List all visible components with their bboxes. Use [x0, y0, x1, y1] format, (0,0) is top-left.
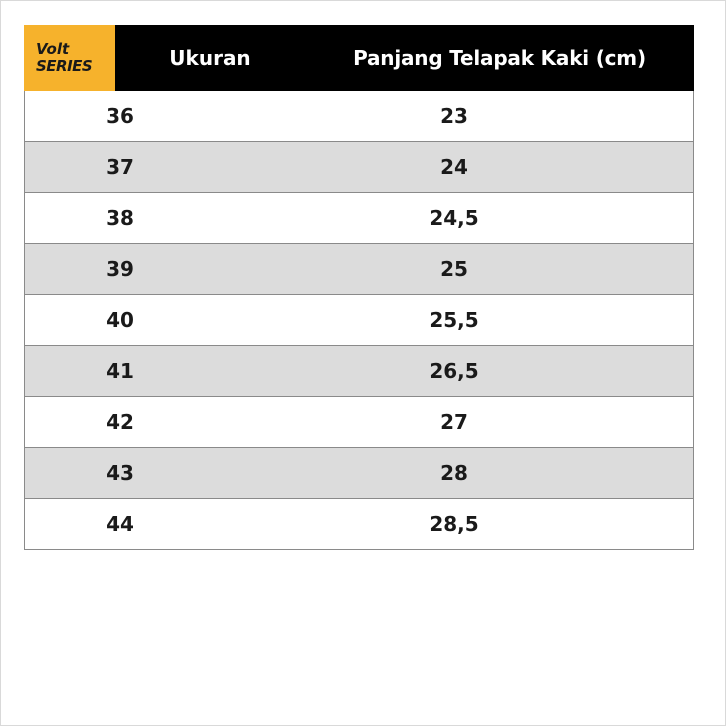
- brand-series: SERIES: [36, 57, 93, 75]
- header-size: Ukuran: [169, 46, 251, 70]
- length-cell: 23: [440, 104, 468, 128]
- table-row: [25, 243, 693, 294]
- size-cell: 39: [106, 257, 134, 281]
- table-row: [25, 192, 693, 243]
- length-cell: 25: [440, 257, 468, 281]
- table-row: [25, 345, 693, 396]
- size-chart-table: [24, 25, 694, 550]
- length-cell: 25,5: [429, 308, 479, 332]
- length-cell: 28: [440, 461, 468, 485]
- size-cell: 41: [106, 359, 134, 383]
- size-cell: 37: [106, 155, 134, 179]
- length-cell: 24,5: [429, 206, 479, 230]
- table-row: [25, 447, 693, 498]
- table-row: [25, 294, 693, 345]
- header-foot-length: Panjang Telapak Kaki (cm): [353, 46, 646, 70]
- length-cell: 24: [440, 155, 468, 179]
- table-row: [25, 498, 693, 549]
- size-cell: 40: [106, 308, 134, 332]
- table-header: [24, 25, 694, 91]
- size-cell: 38: [106, 206, 134, 230]
- length-cell: 28,5: [429, 512, 479, 536]
- brand-name: Volt: [36, 40, 70, 58]
- table-row: [25, 396, 693, 447]
- size-cell: 43: [106, 461, 134, 485]
- table-row: [25, 91, 693, 141]
- table-body: [24, 91, 694, 550]
- size-cell: 36: [106, 104, 134, 128]
- table-row: [25, 141, 693, 192]
- length-cell: 26,5: [429, 359, 479, 383]
- size-cell: 42: [106, 410, 134, 434]
- length-cell: 27: [440, 410, 468, 434]
- size-cell: 44: [106, 512, 134, 536]
